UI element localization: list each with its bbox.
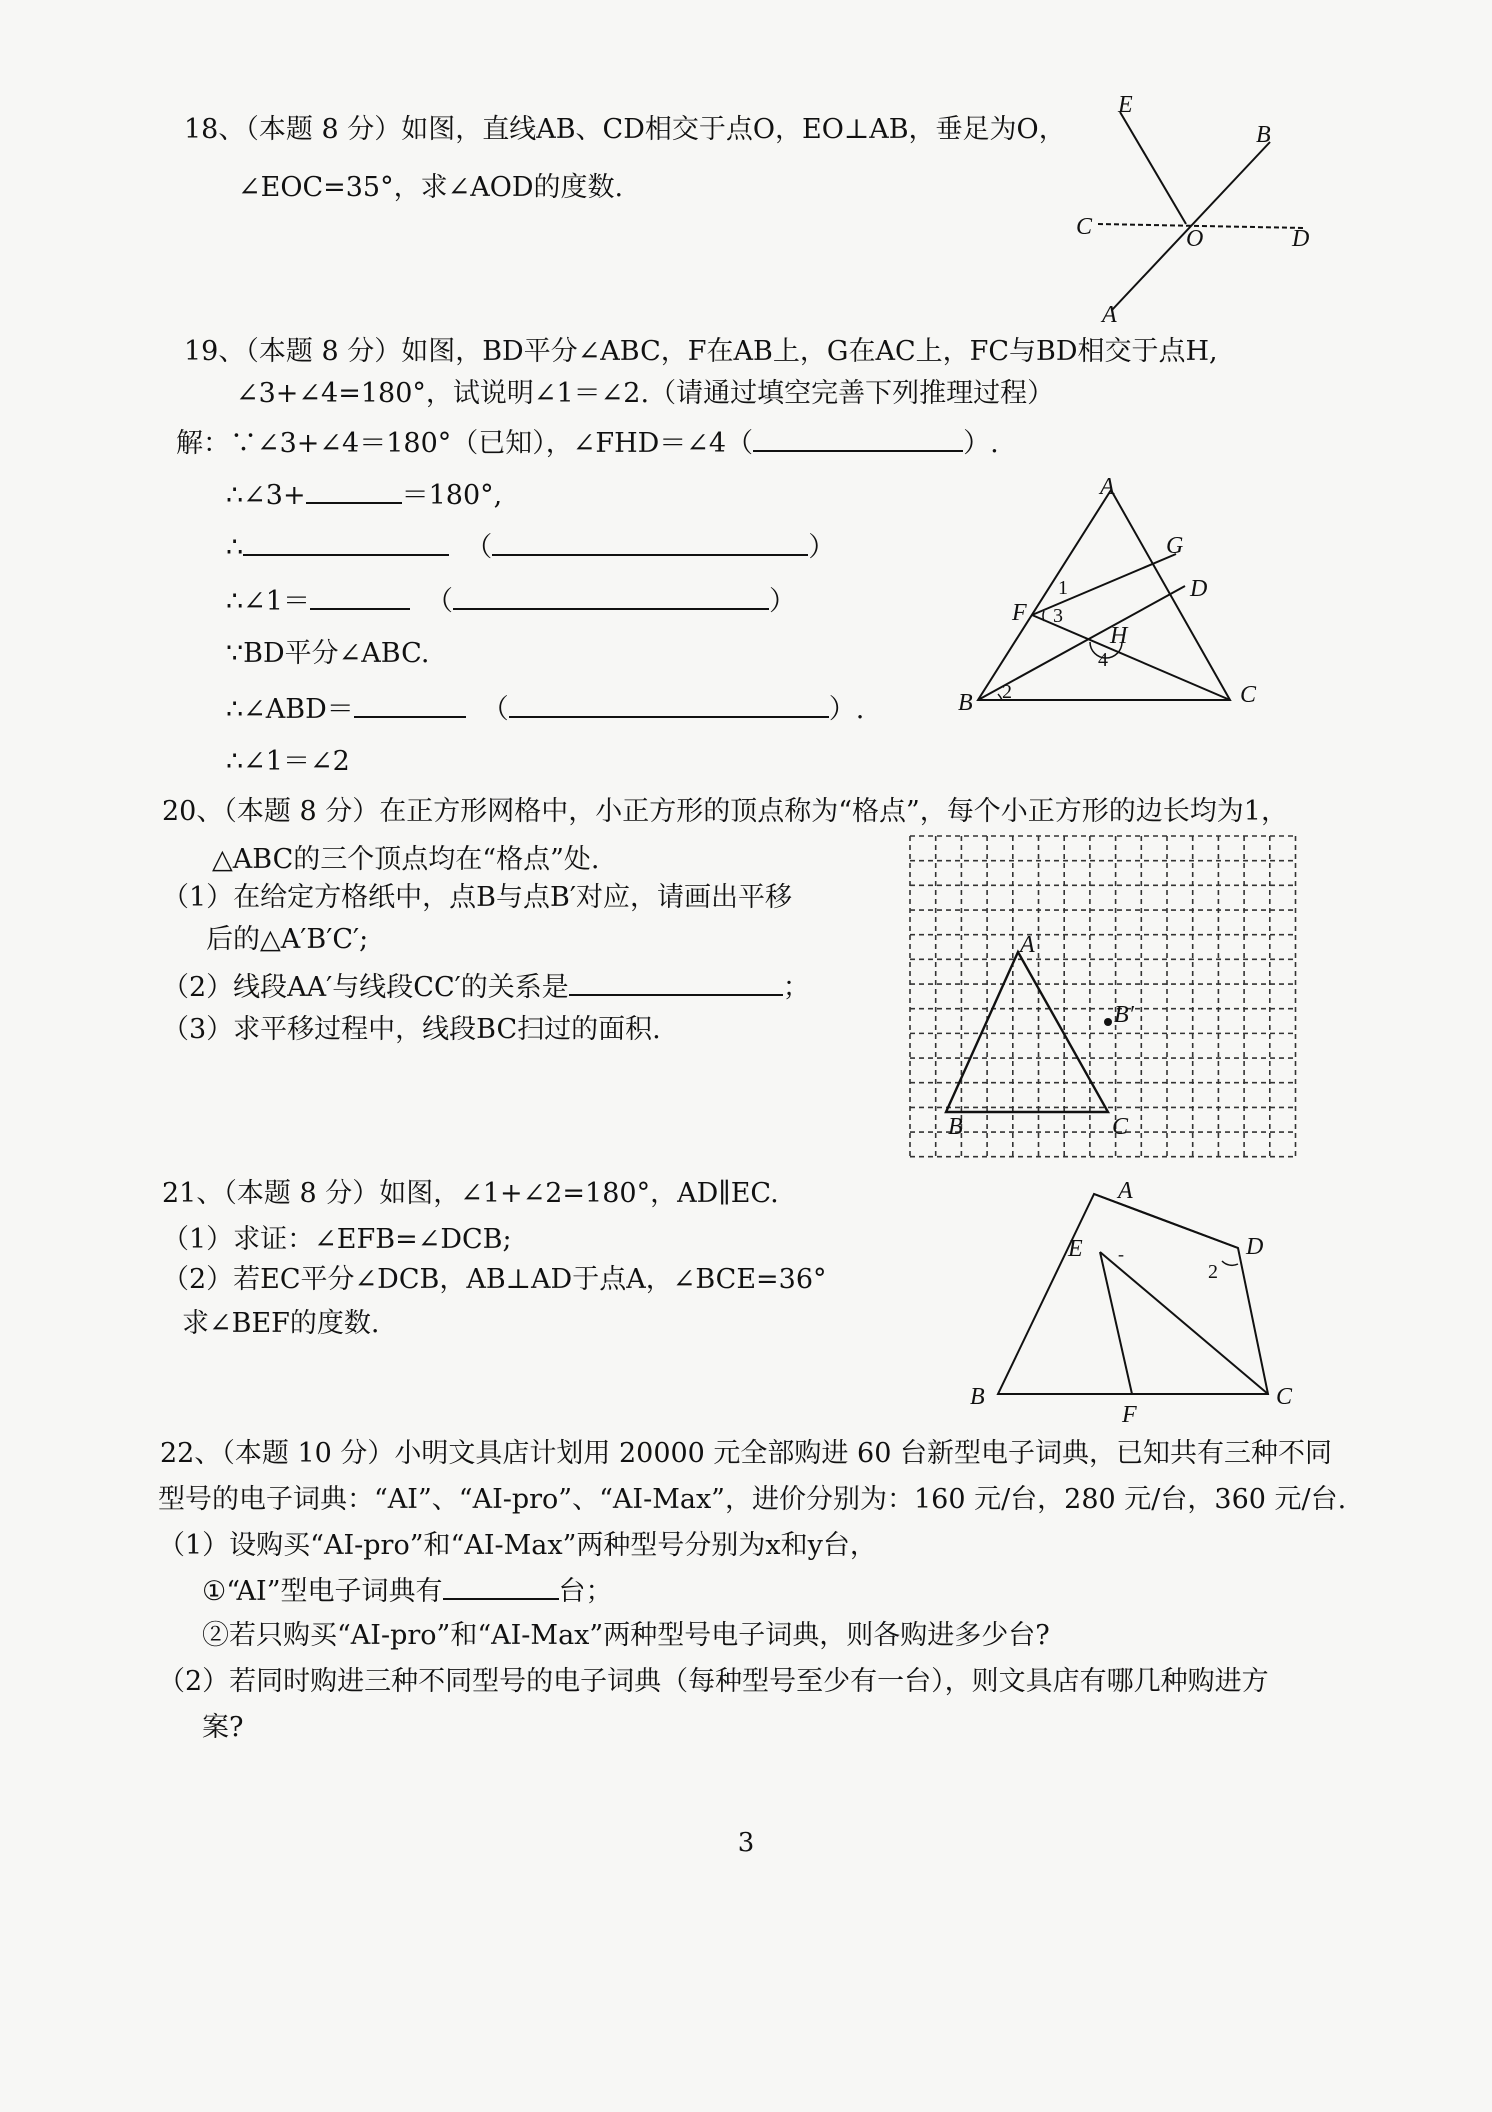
- q21-figure: [970, 1168, 1310, 1428]
- q19-label-G: G: [1166, 533, 1184, 559]
- q19-blank-4[interactable]: [492, 528, 808, 556]
- q19-angle-4: 4: [1098, 649, 1108, 671]
- q19-blank-7[interactable]: [354, 690, 466, 718]
- q18-label-O: O: [1186, 226, 1204, 252]
- q20-line2: △ABC的三个顶点均在“格点”处.: [212, 844, 600, 875]
- q22-part1a: ①“AI”型电子词典有 台；: [202, 1572, 613, 1610]
- q21-part2b: 求∠BEF的度数.: [182, 1308, 380, 1339]
- q19-label-D: D: [1190, 576, 1208, 602]
- q22-part2b: 案?: [202, 1712, 244, 1743]
- q18-label-D: D: [1292, 226, 1310, 252]
- q20-part1b: 后的△A′B′C′;: [206, 924, 369, 955]
- q20-part2: （2）线段AA′与线段CC′的关系是 ；: [162, 968, 810, 1006]
- q22-line1: 22、（本题 10 分）小明文具店计划用 20000 元全部购进 60 台新型电子词典，已知共有三种不同: [160, 1438, 1332, 1469]
- q19-step5: ∵BD平分∠ABC.: [226, 638, 430, 669]
- q20-part3: （3）求平移过程中，线段BC扫过的面积.: [162, 1014, 661, 1045]
- q21-angle-2: 2: [1208, 1261, 1218, 1283]
- q20-label-B: B: [948, 1114, 963, 1140]
- svg-text:-: -: [1118, 1244, 1124, 1264]
- q19-label-B: B: [958, 690, 973, 716]
- q19-blank-3[interactable]: [243, 528, 449, 556]
- q19-blank-2[interactable]: [306, 476, 402, 504]
- q20-label-C: C: [1112, 1114, 1129, 1140]
- q19-angle-1: 1: [1058, 577, 1068, 599]
- q19-line2: ∠3+∠4=180°，试说明∠1＝∠2.（请通过填空完善下列推理过程）: [236, 378, 1055, 409]
- q19-blank-8[interactable]: [509, 690, 829, 718]
- q19-blank-1[interactable]: [753, 424, 963, 452]
- q22-part2a: （2）若同时购进三种不同型号的电子词典（每种型号至少有一台），则文具店有哪几种购进方: [158, 1666, 1269, 1697]
- q19-step2: ∴∠3+ ＝180°,: [226, 476, 502, 514]
- q18-label-A: A: [1102, 302, 1117, 328]
- q18-line1: 18、（本题 8 分）如图，直线AB、CD相交于点O，EO⊥AB，垂足为O，: [184, 114, 1066, 145]
- q20-label-A: A: [1020, 932, 1035, 958]
- q19-step6: ∴∠ABD＝ （ ）.: [226, 690, 864, 728]
- q21-label-C: C: [1276, 1384, 1293, 1410]
- q19-step4: ∴∠1＝ （ ）: [226, 582, 796, 620]
- q19-step3: ∴ （ ）: [226, 528, 835, 566]
- q21-label-F: F: [1122, 1402, 1137, 1428]
- q18-figure: [1060, 92, 1320, 330]
- q21-label-E: E: [1068, 1236, 1083, 1262]
- q19-blank-6[interactable]: [453, 582, 769, 610]
- q19-label-F: F: [1012, 600, 1027, 626]
- q19-angle-3: 3: [1053, 605, 1063, 627]
- q22-part1b: ②若只购买“AI-pro”和“AI-Max”两种型号电子词典，则各购进多少台?: [202, 1620, 1050, 1651]
- q19-angle-2: 2: [1002, 681, 1012, 703]
- q18-label-C: C: [1076, 214, 1093, 240]
- q20-part1a: （1）在给定方格纸中，点B与点B′对应，请画出平移: [162, 882, 792, 913]
- q21-label-B: B: [970, 1384, 985, 1410]
- q22-part1: （1）设购买“AI-pro”和“AI-Max”两种型号分别为x和y台，: [158, 1530, 877, 1561]
- q21-label-A: A: [1118, 1178, 1133, 1204]
- q18-line2: ∠EOC=35°，求∠AOD的度数.: [238, 172, 624, 203]
- q19-label-H: H: [1110, 623, 1128, 649]
- q19-figure: [950, 470, 1270, 720]
- q21-label-D: D: [1246, 1234, 1264, 1260]
- q19-label-C: C: [1240, 682, 1257, 708]
- q21-part1: （1）求证：∠EFB=∠DCB;: [162, 1224, 512, 1255]
- page-number: 3: [737, 1828, 755, 1858]
- q22-line2: 型号的电子词典：“AI”、“AI-pro”、“AI-Max”，进价分别为：160 元/台，280 元/台，360 元/台.: [158, 1484, 1347, 1515]
- q19-line1: 19、（本题 8 分）如图，BD平分∠ABC，F在AB上，G在AC上，FC与BD相交于点H,: [184, 336, 1218, 367]
- q18-label-E: E: [1118, 92, 1133, 118]
- q21-line1: 21、（本题 8 分）如图，∠1+∠2=180°，AD∥EC.: [162, 1178, 779, 1209]
- q20-line1: 20、（本题 8 分）在正方形网格中，小正方形的顶点称为“格点”，每个小正方形的边长均为1，: [162, 796, 1288, 827]
- q20-blank-1[interactable]: [569, 968, 783, 996]
- q19-step1: 解：∵∠3+∠4＝180°（已知），∠FHD＝∠4（ ）.: [176, 424, 999, 462]
- q21-part2: （2）若EC平分∠DCB，AB⊥AD于点A，∠BCE=36°: [162, 1264, 827, 1295]
- q19-label-A: A: [1100, 474, 1115, 500]
- q20-grid-figure: [910, 836, 1300, 1156]
- q18-label-B: B: [1256, 122, 1271, 148]
- q20-label-B-prime: B′: [1114, 1002, 1134, 1028]
- q22-blank-1[interactable]: [443, 1572, 559, 1600]
- q19-step7: ∴∠1＝∠2: [226, 746, 350, 777]
- q19-blank-5[interactable]: [310, 582, 410, 610]
